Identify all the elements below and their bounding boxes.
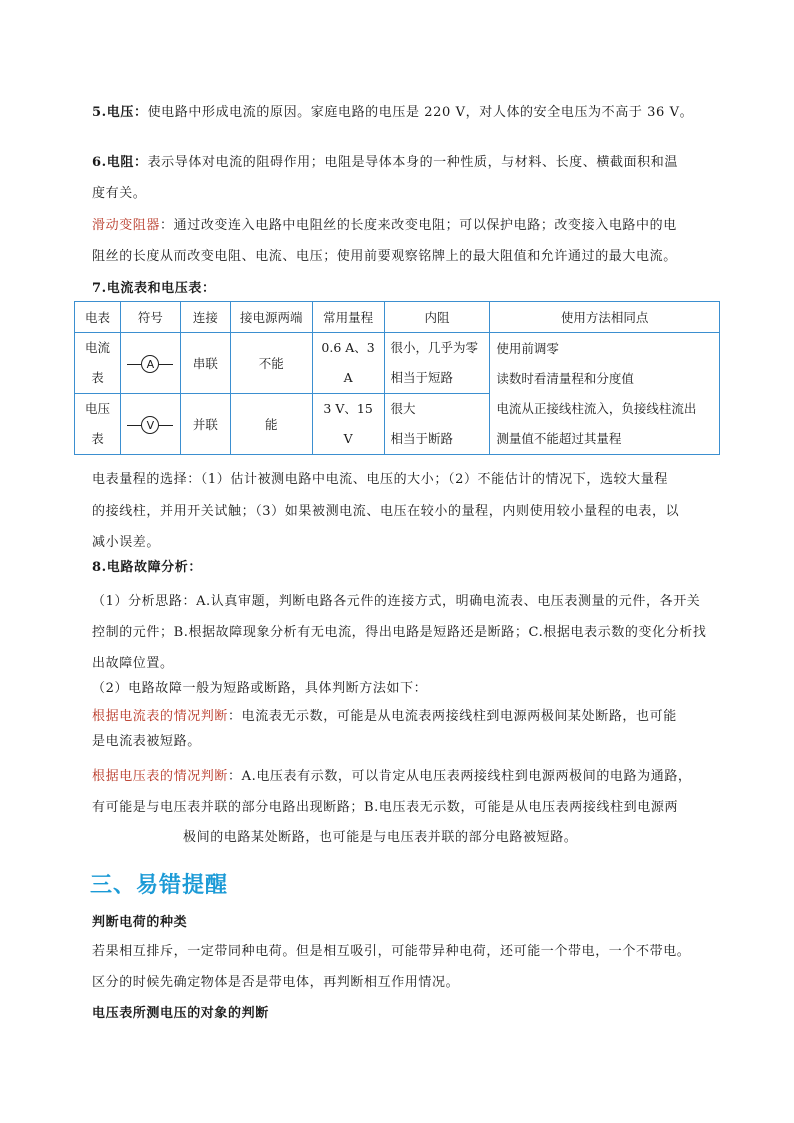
fault-approach-line2: 控制的元件；B.根据故障现象分析有无电流，得出电路是短路还是断路；C.根据电表示数的变化分析找 [92, 625, 707, 640]
header-meter: 电表 [75, 302, 121, 333]
ammeter-range: 0.6 A、3 A [312, 333, 384, 394]
section-6-title: 6.电阻： [92, 155, 148, 170]
voltmeter-judgement-line1: ：A.电压表有示数，可以肯定从电压表两接线柱到电源两极间的电路为通路， [228, 769, 692, 784]
ammeter-power: 不能 [230, 333, 312, 394]
voltmeter-range: 3 V、15 V [312, 394, 384, 455]
section-3-heading: 三、易错提醒 [90, 873, 229, 898]
fault-approach-line1: （1）分析思路：A.认真审题，判断电路各元件的连接方式，明确电流表、电压表测量的元件，各开关 [92, 594, 701, 609]
header-range: 常用量程 [312, 302, 384, 333]
ammeter-resistance: 很小，几乎为零 相当于短路 [384, 333, 490, 394]
ammeter-judgement [92, 705, 677, 724]
voltmeter-name: 电压 表 [75, 394, 121, 455]
voltmeter-object-title: 电压表所测电压的对象的判断 [92, 1006, 269, 1021]
voltmeter-connection: 并联 [180, 394, 230, 455]
ammeter-judgement-line1: ：电流表无示数，可能是从电流表两接线柱到电源两极间某处断路，也可能 [228, 709, 677, 724]
header-symbol: 符号 [120, 302, 180, 333]
charge-type-line1: 若果相互排斥，一定带同种电荷。但是相互吸引，可能带异种电荷，还可能一个带电，一个不带电。 [92, 944, 691, 959]
section-5-title: 5.电压： [92, 105, 148, 120]
fault-approach-line3: 出故障位置。 [92, 656, 174, 671]
section-5-voltage [92, 101, 693, 120]
rheostat-line2: 阻丝的长度从而改变电阻、电流、电压；使用前要观察铭牌上的最大阻值和允许通过的最大电流。 [92, 249, 677, 264]
voltmeter-judgement-label: 根据电压表的情况判断 [92, 769, 229, 784]
voltmeter-judgement [92, 765, 692, 784]
voltmeter-judgement-line3: 极间的电路某处断路，也可能是与电压表并联的部分电路被短路。 [183, 830, 578, 845]
section-8-title: 8.电路故障分析： [92, 560, 202, 575]
rheostat-line1: ：通过改变连入电路中电阻丝的长度来改变电阻；可以保护电路；改变接入电路中的电 [160, 218, 677, 233]
table-row-ammeter [75, 333, 720, 394]
ammeter-symbol-icon: A [127, 355, 173, 373]
charge-type-title: 判断电荷的种类 [92, 915, 188, 930]
rheostat-paragraph [92, 214, 677, 233]
table-header-row [75, 302, 720, 333]
section-7-title: 7.电流表和电压表： [92, 281, 216, 296]
header-resistance: 内阻 [384, 302, 490, 333]
section-6-line2: 度有关。 [92, 186, 147, 201]
voltmeter-symbol [120, 394, 180, 455]
header-connection: 连接 [180, 302, 230, 333]
ammeter-judgement-line2: 是电流表被短路。 [92, 734, 201, 749]
section-6-line1: 表示导体对电流的阻碍作用；电阻是导体本身的一种性质，与材料、长度、横截面积和温 [147, 155, 678, 170]
header-common-usage: 使用方法相同点 [490, 302, 720, 333]
range-selection-line2: 的接线柱，并用开关试触；（3）如果被测电流、电压在较小的量程，内则使用较小量程的电表，以 [92, 504, 680, 519]
ammeter-symbol [120, 333, 180, 394]
range-selection-line3: 减小误差。 [92, 535, 161, 550]
fault-types: （2）电路故障一般为短路或断路，具体判断方法如下： [92, 681, 428, 696]
voltmeter-power: 能 [230, 394, 312, 455]
header-power-source: 接电源两端 [230, 302, 312, 333]
ammeter-name: 电流 表 [75, 333, 121, 394]
voltmeter-resistance: 很大 相当于断路 [384, 394, 490, 455]
voltmeter-symbol-icon: V [127, 416, 173, 434]
voltmeter-judgement-line2: 有可能是与电压表并联的部分电路出现断路；B.电压表无示数，可能是从电压表两接线柱到电源两 [92, 800, 679, 815]
range-selection-line1: 电表量程的选择：（1）估计被测电路中电流、电压的大小；（2）不能估计的情况下，选较大量程 [92, 472, 668, 487]
ammeter-judgement-label: 根据电流表的情况判断 [92, 709, 229, 724]
section-6-resistance [92, 151, 678, 170]
section-5-text: 使电路中形成电流的原因。家庭电路的电压是 220 V，对人体的安全电压为不高于 36 V。 [147, 105, 694, 120]
ammeter-connection: 串联 [180, 333, 230, 394]
rheostat-label: 滑动变阻器 [92, 218, 161, 233]
charge-type-line2: 区分的时候先确定物体是否是带电体，再判断相互作用情况。 [92, 975, 460, 990]
common-usage: 使用前调零 读数时看清量程和分度值 电流从正接线柱流入，负接线柱流出 测量值不能超过其量程 [490, 333, 720, 455]
meters-table [74, 301, 720, 455]
